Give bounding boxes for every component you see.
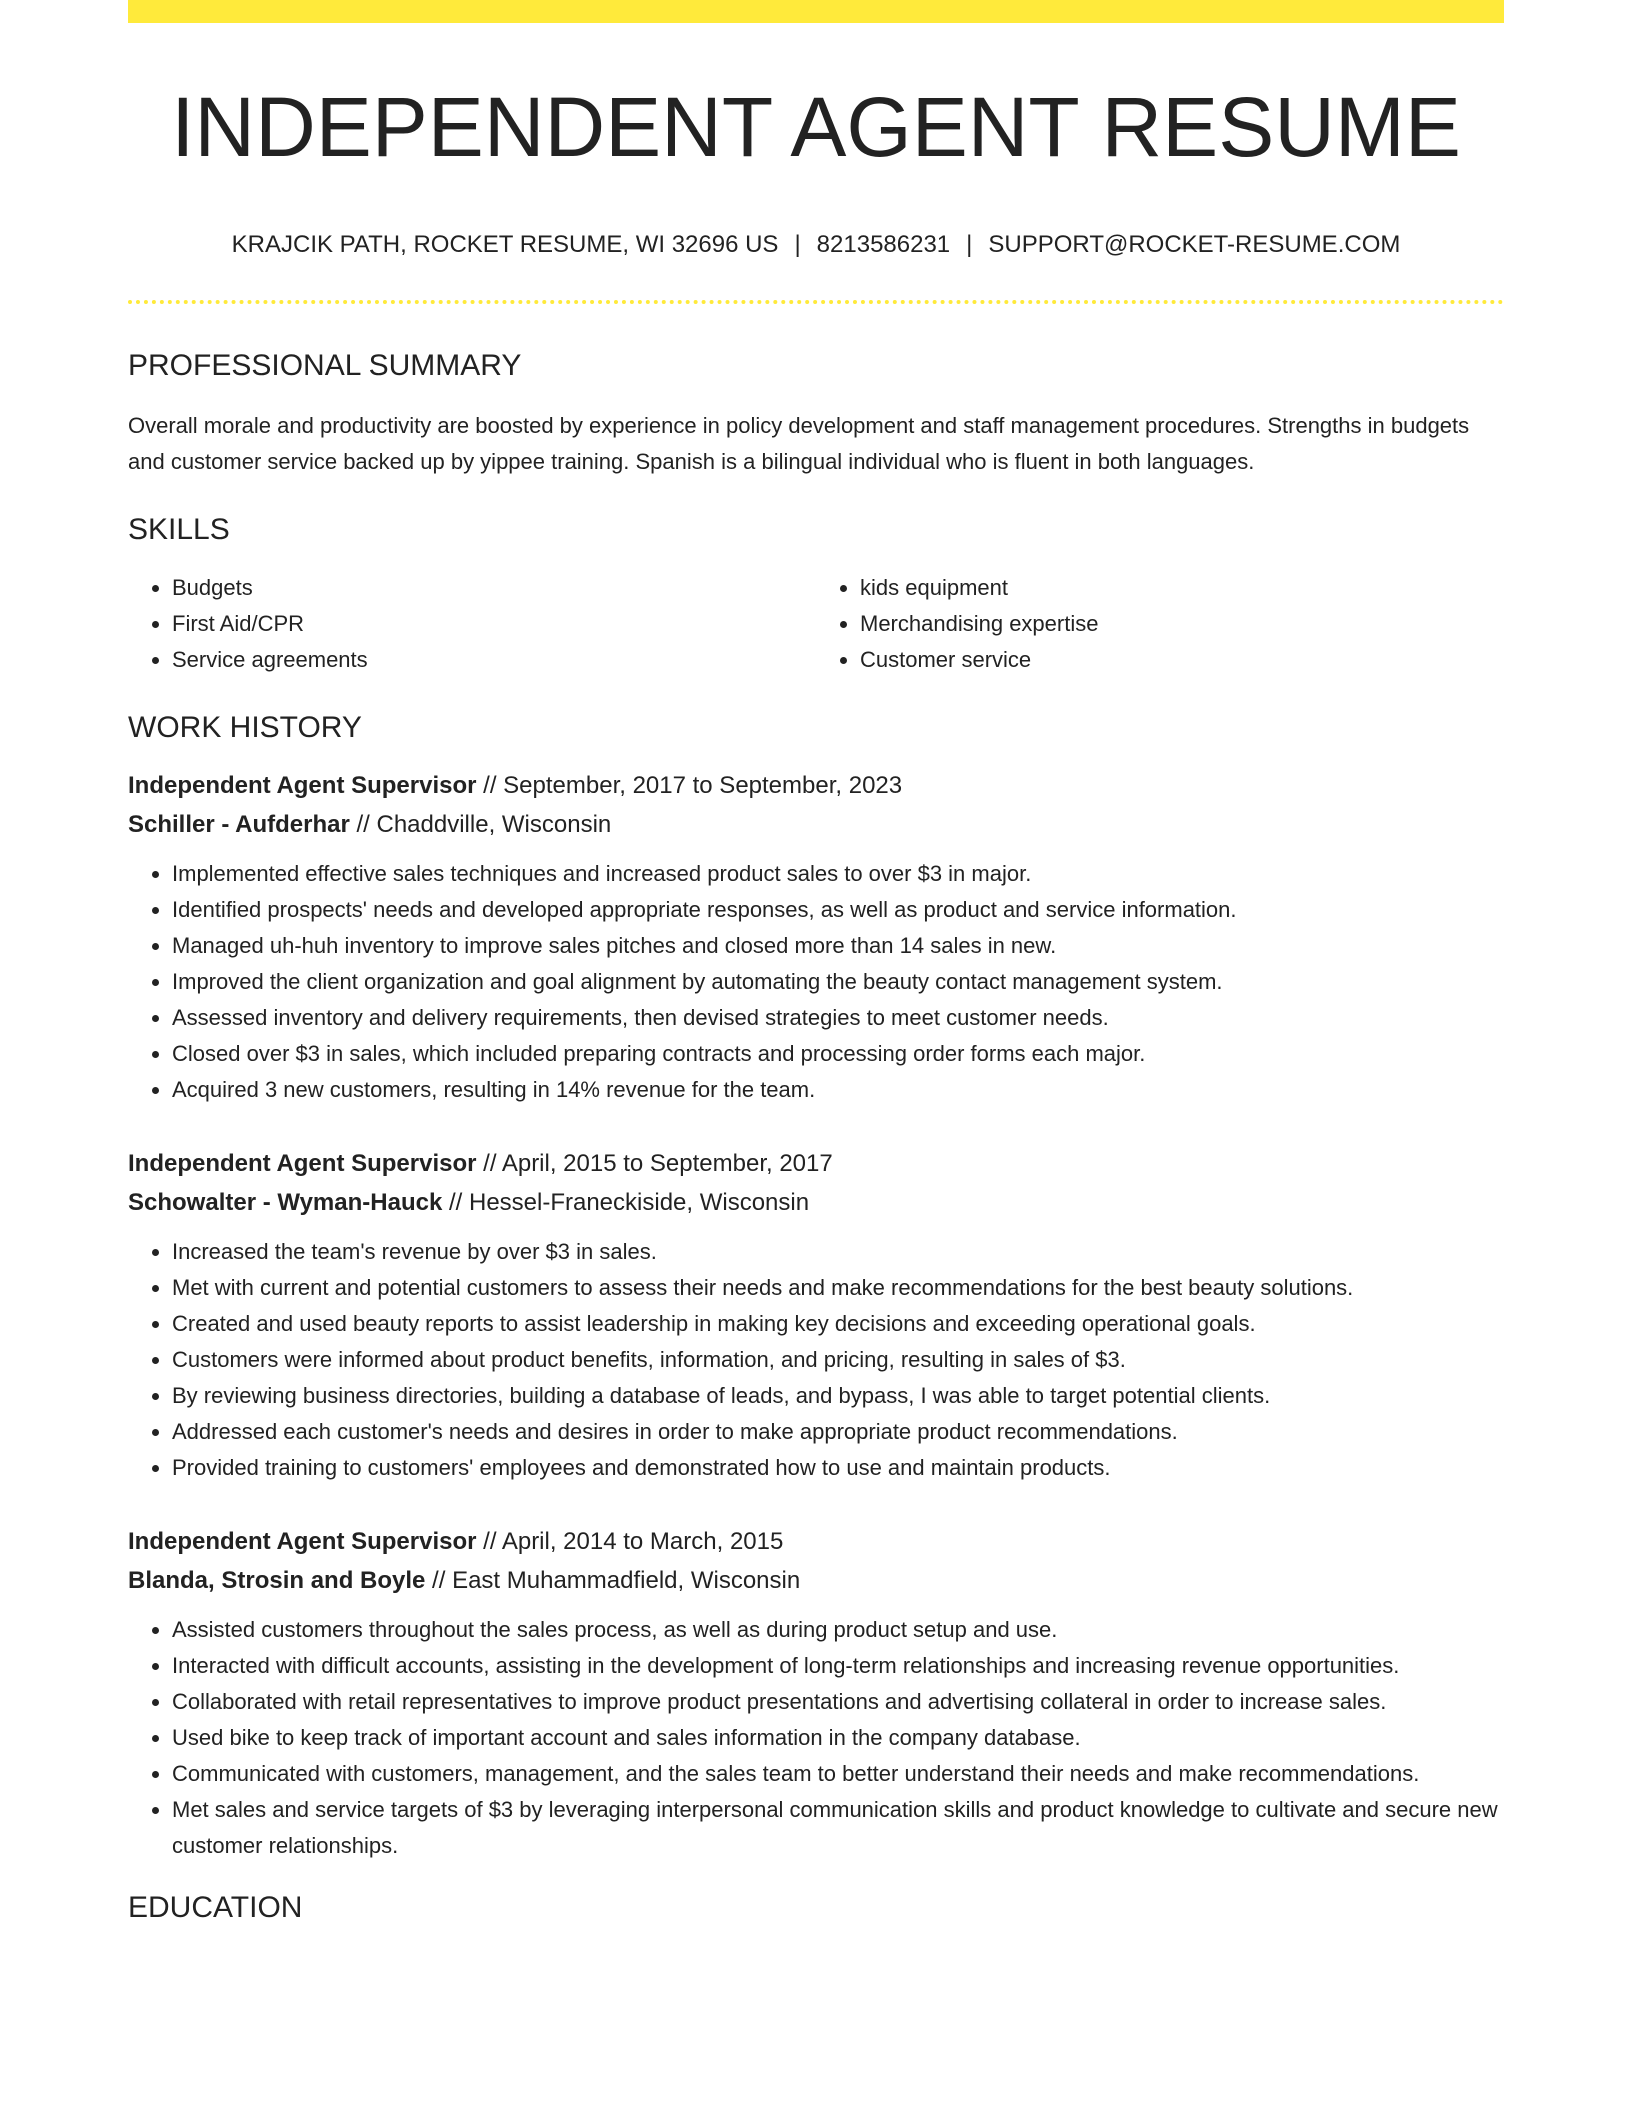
job-location: // East Muhammadfield, Wisconsin: [425, 1566, 801, 1594]
skill-item: • Customer service: [860, 642, 1504, 678]
job-bullet: • Used bike to keep track of important account and sales information in the company database.: [172, 1720, 1504, 1756]
job-bullet: • Met with current and potential customers to assess their needs and make recommendations for the best beauty solutions.: [172, 1270, 1504, 1306]
job-company: Schiller - Aufderhar: [128, 810, 350, 838]
skill-item: • Merchandising expertise: [860, 606, 1504, 642]
job-company: Blanda, Strosin and Boyle: [128, 1566, 426, 1594]
resume-page: [128, 0, 1504, 1926]
skills-column-right: [816, 570, 1504, 678]
job-bullet: • Identified prospects' needs and developed appropriate responses, as well as product and service information.: [172, 892, 1504, 928]
skill-item: • Service agreements: [172, 642, 816, 678]
job-location: // Chaddville, Wisconsin: [349, 810, 612, 838]
job-bullet: • Closed over $3 in sales, which included preparing contracts and processing order forms each major.: [172, 1036, 1504, 1072]
job-entry: [128, 1522, 1504, 1864]
job-bullet: • Collaborated with retail representatives to improve product presentations and advertising collateral in order to increase sales.: [172, 1684, 1504, 1720]
job-bullets: [128, 1234, 1504, 1486]
contact-line: [128, 231, 1504, 260]
skills-column-left: [128, 570, 816, 678]
job-bullet: • Assessed inventory and delivery requirements, then devised strategies to meet customer needs.: [172, 1000, 1504, 1036]
top-accent-bar: [128, 0, 1504, 23]
job-bullet: • Met sales and service targets of $3 by leveraging interpersonal communication skills and product knowledge to cultivate and secure new customer relationships.: [172, 1792, 1504, 1864]
job-role-line: [128, 766, 1504, 805]
skills-grid: [128, 570, 1504, 678]
summary-text: Overall morale and productivity are boosted by experience in policy development and staff management procedures. Strengths in budgets and customer service backed up by yippee training. Spanish is a bilingual individual who is fluent in both languages.: [128, 412, 1470, 474]
job-dates: // April, 2015 to September, 2017: [476, 1149, 833, 1177]
job-bullet: • Increased the team's revenue by over $3 in sales.: [172, 1234, 1504, 1270]
job-dates: // April, 2014 to March, 2015: [476, 1527, 784, 1555]
job-bullet: • Communicated with customers, management, and the sales team to better understand their needs and make recommendations.: [172, 1756, 1504, 1792]
skills-heading: SKILLS: [128, 512, 230, 546]
job-bullet: • Managed uh-huh inventory to improve sales pitches and closed more than 14 sales in new.: [172, 928, 1504, 964]
job-bullet: • Addressed each customer's needs and desires in order to make appropriate product recommendations.: [172, 1414, 1504, 1450]
skill-item: • kids equipment: [860, 570, 1504, 606]
job-role: Independent Agent Supervisor: [128, 1527, 477, 1555]
job-role-line: [128, 1522, 1504, 1561]
contact-email: SUPPORT@ROCKET-RESUME.COM: [988, 231, 1401, 258]
contact-separator: |: [794, 231, 801, 258]
job-role-line: [128, 1144, 1504, 1183]
job-entry: [128, 1144, 1504, 1486]
job-company: Schowalter - Wyman-Hauck: [128, 1188, 443, 1216]
job-bullet: • Provided training to customers' employees and demonstrated how to use and maintain products.: [172, 1450, 1504, 1486]
job-role: Independent Agent Supervisor: [128, 1149, 477, 1177]
job-dates: // September, 2017 to September, 2023: [476, 771, 903, 799]
dotted-divider: [128, 300, 1504, 304]
education-heading: EDUCATION: [128, 1890, 303, 1924]
summary-heading: PROFESSIONAL SUMMARY: [128, 348, 522, 382]
job-role: Independent Agent Supervisor: [128, 771, 477, 799]
job-location: // Hessel-Franeckiside, Wisconsin: [442, 1188, 810, 1216]
job-bullet: • Acquired 3 new customers, resulting in 14% revenue for the team.: [172, 1072, 1504, 1108]
resume-title: INDEPENDENT AGENT RESUME: [171, 80, 1461, 174]
job-bullet: • Improved the client organization and goal alignment by automating the beauty contact management system.: [172, 964, 1504, 1000]
job-entry: [128, 766, 1504, 1108]
contact-address: KRAJCIK PATH, ROCKET RESUME, WI 32696 US: [231, 231, 779, 258]
contact-separator: |: [966, 231, 973, 258]
job-bullet: • By reviewing business directories, building a database of leads, and bypass, I was able to target potential clients.: [172, 1378, 1504, 1414]
job-bullet: • Assisted customers throughout the sales process, as well as during product setup and use.: [172, 1612, 1504, 1648]
job-bullet: • Customers were informed about product benefits, information, and pricing, resulting in sales of $3.: [172, 1342, 1504, 1378]
job-company-line: [128, 1561, 1504, 1600]
job-company-line: [128, 805, 1504, 844]
job-bullets: [128, 1612, 1504, 1864]
skill-item: • First Aid/CPR: [172, 606, 816, 642]
contact-phone: 8213586231: [816, 231, 951, 258]
job-bullet: • Created and used beauty reports to assist leadership in making key decisions and exceeding operational goals.: [172, 1306, 1504, 1342]
job-bullet: • Interacted with difficult accounts, assisting in the development of long-term relationships and increasing revenue opportunities.: [172, 1648, 1504, 1684]
skill-item: • Budgets: [172, 570, 816, 606]
job-bullets: [128, 856, 1504, 1108]
job-company-line: [128, 1183, 1504, 1222]
work-history-heading: WORK HISTORY: [128, 710, 362, 744]
job-bullet: • Implemented effective sales techniques and increased product sales to over $3 in major.: [172, 856, 1504, 892]
